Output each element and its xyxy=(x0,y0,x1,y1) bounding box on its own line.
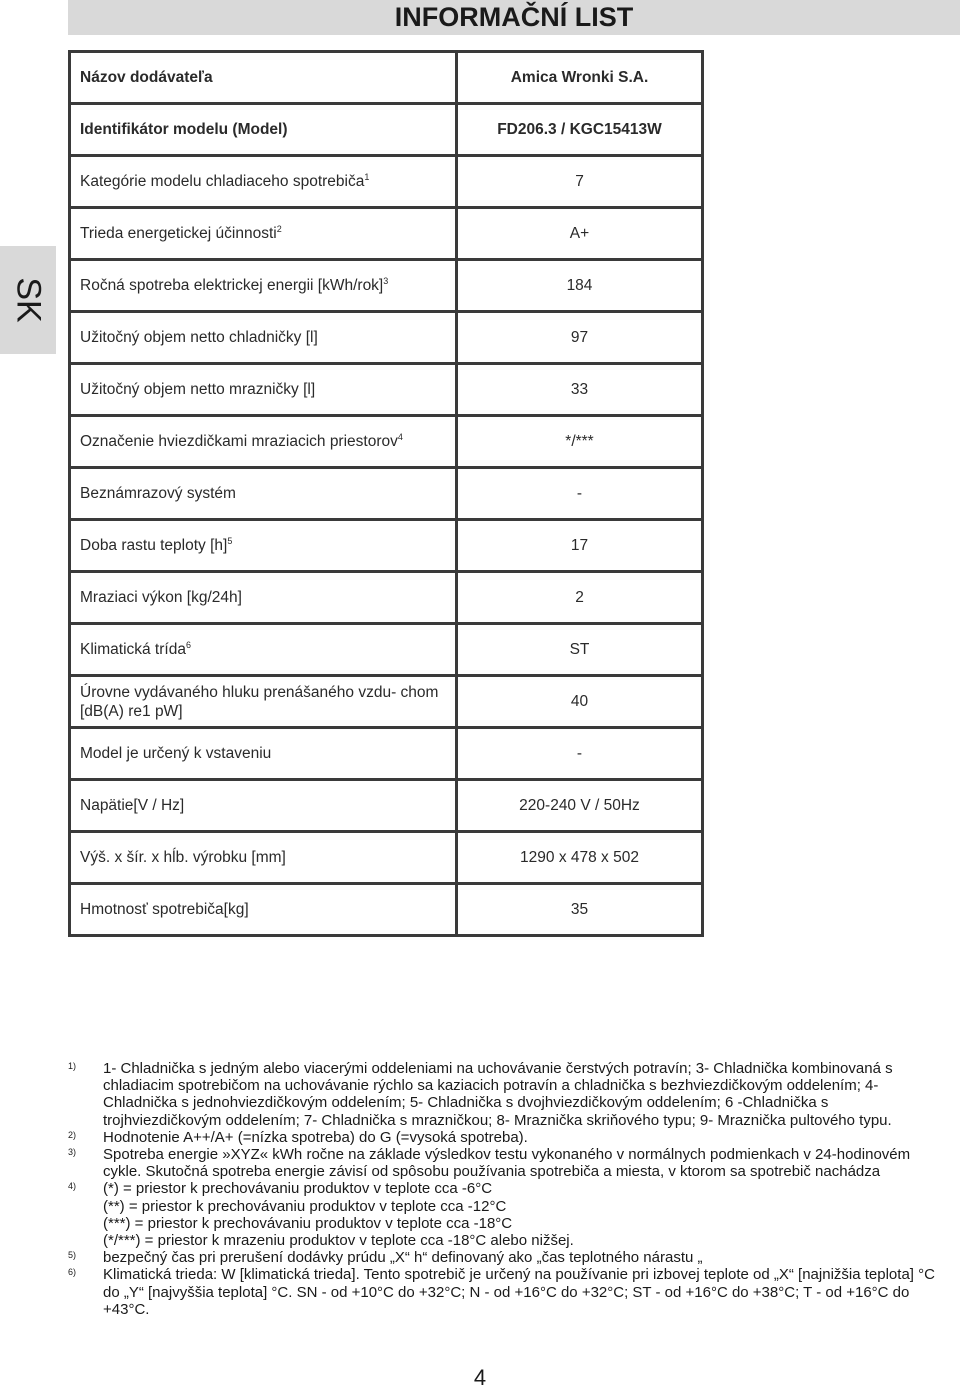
page-number: 4 xyxy=(473,1365,487,1390)
row-label: Beznámrazový systém xyxy=(80,485,236,502)
footnote-text: Hodnotenie A++/A+ (=nízka spotreba) do G (=vysoká spotreba). xyxy=(103,1128,528,1146)
row-label: Výš. x šír. x hĺb. výrobku [mm] xyxy=(80,849,286,866)
footnote-text: 1- Chladnička s jedným alebo viacerými oddeleniami na uchovávanie čerstvých potravín; 3- Chladnička kombinovaná s chladiacim spotrebičom na uchovávanie rýchlo sa kaziacich potravín a chladnička s bezhviezdičkovým oddelením; 4- Chladnička s jednohviezdičkovým oddelením; 5- Chladnička s dvojhviezdičkovým oddelením; 6 -Chladnička s trojhviezdičkovým oddelením; 7- Chladnička s mrazničkou; 8- Mraznička skriňového typu; 9- Mraznička pultového typu. xyxy=(103,1060,893,1129)
footnote-text: bezpečný čas pri prerušení dodávky prúdu „X“ h“ definovaný ako „čas teplotného nárastu „ xyxy=(103,1249,703,1267)
row-label-cell xyxy=(70,416,457,468)
table-row xyxy=(70,52,703,104)
row-label: Model je určený k vstaveniu xyxy=(80,745,272,762)
row-value: 35 xyxy=(457,884,703,936)
table-row xyxy=(70,260,703,312)
table-row xyxy=(70,832,703,884)
footnote-ref: 3 xyxy=(383,275,389,286)
table-row xyxy=(70,156,703,208)
row-value: FD206.3 / KGC15413W xyxy=(457,104,703,156)
row-label-cell xyxy=(70,520,457,572)
footnote-text: Spotreba energie »XYZ« kWh ročne na základe výsledkov testu vykonaného v normálnych podmienkach v 24-hodinovém cykle. Skutočná spotreba energie závisí od spôsobu používania spotrebiča a miesta, v ktorom sa spotrebič nachádza xyxy=(103,1146,911,1181)
page-title: INFORMAČNÍ LIST xyxy=(394,2,634,32)
row-value: 220-240 V / 50Hz xyxy=(457,780,703,832)
row-label: Kategórie modelu chladiaceho spotrebiča xyxy=(80,173,365,190)
row-label: Trieda energetickej účinnosti xyxy=(80,225,277,242)
footnote xyxy=(68,1249,948,1266)
table-row xyxy=(70,468,703,520)
footnote xyxy=(68,1129,948,1146)
row-value: 2 xyxy=(457,572,703,624)
footnote-ref: 6 xyxy=(185,639,191,650)
row-label-cell xyxy=(70,156,457,208)
table-row xyxy=(70,676,703,728)
footnote-text: Klimatická trieda: W [klimatická trieda]. Tento spotrebič je určený na používanie pri izbovej teplote od „X“ [najnižšia teplota] °C do „Y“ [najvyššia teplota] °C. SN - od +10°C do +32°C; N - od +16°C do +32°C; ST - od +16°C do +38°C; T - od +16°C do +43°C. xyxy=(103,1266,935,1318)
table-row xyxy=(70,520,703,572)
row-value: 97 xyxy=(457,312,703,364)
footnote-ref: 2 xyxy=(276,223,282,234)
row-label: Ročná spotreba elektrickej energii [kWh/rok] xyxy=(80,277,384,294)
footnote-number: 1) xyxy=(68,1061,77,1071)
row-label-cell xyxy=(70,884,457,936)
table-row xyxy=(70,728,703,780)
row-value: ST xyxy=(457,624,703,676)
row-label-cell xyxy=(70,728,457,780)
row-value: 33 xyxy=(457,364,703,416)
footnote-number: 2) xyxy=(68,1129,77,1140)
row-label: Doba rastu teploty [h] xyxy=(80,537,228,554)
footnote xyxy=(68,1146,948,1180)
footnote-number: 6) xyxy=(68,1267,77,1278)
row-label: Označenie hviezdičkami mraziacich priestorov xyxy=(80,433,398,450)
footnote-number: 3) xyxy=(68,1147,77,1158)
row-label-cell xyxy=(70,52,457,104)
footnote-text: (*) = priestor k prechovávaniu produktov v teplote cca -6°C xyxy=(103,1180,493,1198)
row-value: A+ xyxy=(457,208,703,260)
table-row xyxy=(70,624,703,676)
footnote-ref: 4 xyxy=(397,431,403,442)
footnote-text: (***) = priestor k prechovávaniu produktov v teplote cca -18°C xyxy=(103,1214,513,1232)
row-label: Hmotnosť spotrebiča[kg] xyxy=(80,901,249,918)
table-row xyxy=(70,312,703,364)
footnote xyxy=(68,1180,948,1249)
row-value: 40 xyxy=(457,676,703,728)
row-value: 1290 x 478 x 502 xyxy=(457,832,703,884)
row-label-cell xyxy=(70,780,457,832)
row-label: Užitočný objem netto chladničky [l] xyxy=(80,329,318,346)
table-row xyxy=(70,572,703,624)
spec-table xyxy=(68,50,704,937)
table-row xyxy=(70,884,703,936)
row-label-cell xyxy=(70,468,457,520)
row-label-cell xyxy=(70,260,457,312)
table-row xyxy=(70,416,703,468)
footnote xyxy=(68,1060,948,1129)
row-value: - xyxy=(457,468,703,520)
row-value: */*** xyxy=(457,416,703,468)
footnotes xyxy=(68,1060,948,1318)
row-label: Identifikátor modelu (Model) xyxy=(80,121,288,138)
table-row xyxy=(70,208,703,260)
row-label-cell xyxy=(70,676,457,728)
title-bar xyxy=(68,0,960,35)
language-tab xyxy=(0,246,56,354)
row-label-cell xyxy=(70,104,457,156)
row-label-cell xyxy=(70,832,457,884)
footnote-ref: 1 xyxy=(364,171,370,182)
row-label-cell xyxy=(70,208,457,260)
footnote-ref: 5 xyxy=(227,535,233,546)
footnote-text: (*/***) = priestor k mrazeniu produktov v teplote cca -18°C alebo nižšej. xyxy=(103,1232,574,1250)
table-row xyxy=(70,780,703,832)
row-label-cell xyxy=(70,312,457,364)
row-label: Napätie[V / Hz] xyxy=(80,797,185,814)
footnote-text: (**) = priestor k prechovávaniu produktov v teplote cca -12°C xyxy=(103,1197,507,1215)
footnote-number: 5) xyxy=(68,1250,77,1261)
row-label: Úrovne vydávaného hluku prenášaného vzdu- chom [dB(A) re1 pW] xyxy=(80,683,439,720)
row-label: Názov dodávateľa xyxy=(80,69,213,86)
row-label: Mraziaci výkon [kg/24h] xyxy=(80,589,242,606)
row-label-cell xyxy=(70,364,457,416)
table-row xyxy=(70,364,703,416)
row-value: - xyxy=(457,728,703,780)
row-label: Klimatická trída xyxy=(80,641,186,658)
language-tab-label: SK xyxy=(9,277,48,323)
row-label-cell xyxy=(70,624,457,676)
row-label: Užitočný objem netto mrazničky [l] xyxy=(80,381,316,398)
row-value: 7 xyxy=(457,156,703,208)
footnote-number: 4) xyxy=(68,1181,77,1192)
row-value: 17 xyxy=(457,520,703,572)
row-value: Amica Wronki S.A. xyxy=(457,52,703,104)
table-row xyxy=(70,104,703,156)
row-label-cell xyxy=(70,572,457,624)
row-value: 184 xyxy=(457,260,703,312)
footnote xyxy=(68,1266,948,1318)
